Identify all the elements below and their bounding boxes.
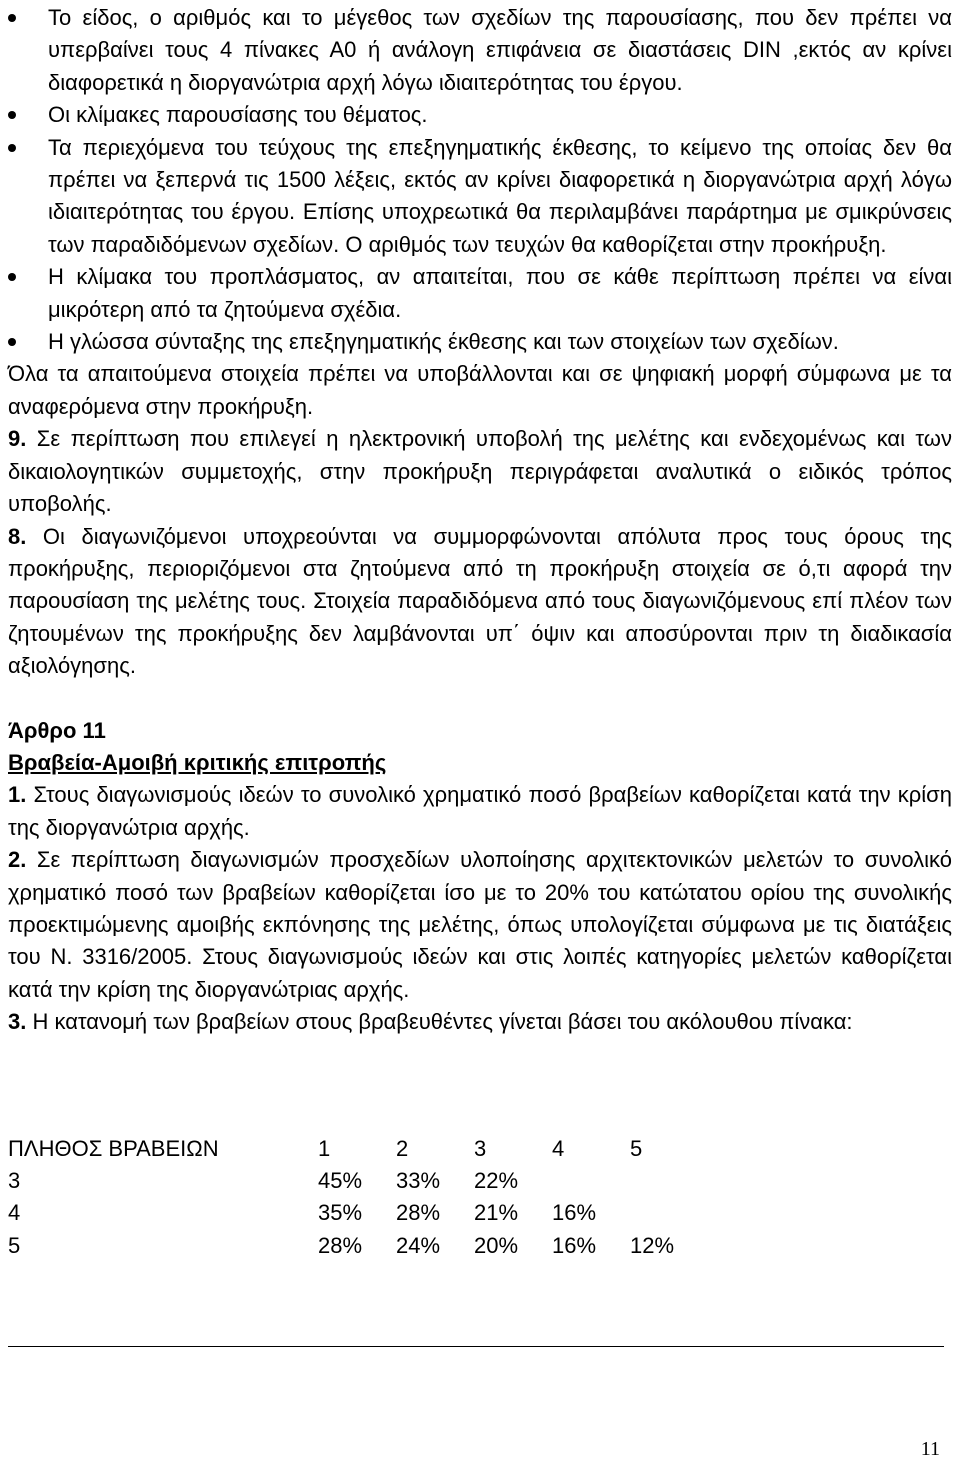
awards-table (8, 1133, 708, 1263)
spacer (8, 1071, 952, 1103)
table-cell: 28% (396, 1200, 441, 1226)
table-cell: 35% (318, 1200, 363, 1226)
item-text: Σε περίπτωση διαγωνισμών προσχεδίων υλοποίησης αρχιτεκτονικών μελετών το συνολικό χρηματικό ποσό των βραβείων καθορίζεται ίσο με το 20% του κατώτατου ορίου της συνολικής προεκτιμώμενης αμοιβής εκπόνησης της μελέτης, όπως υπολογίζεται σύμφωνα με τις διατάξεις του Ν. 3316/2005. Στους διαγωνισμούς ιδεών και στις λοιπές κατηγορίες μελετών καθορίζεται κατά την κρίση της διοργανώτριας αρχής. (8, 847, 952, 1002)
article-subtitle: Βραβεία-Αμοιβή κριτικής επιτροπής (8, 749, 387, 775)
item-text: Οι διαγωνιζόμενοι υποχρεούνται να συμμορφώνονται απόλυτα προς τους όρους της προκήρυξης, περιοριζόμενοι στα ζητούμενα από τη προκήρυξη στοιχεία σε ό,τι αφορά την παρουσίαση της μελέτης τους. Στοιχεία παραδιδόμενα από τους διαγωνιζόμενους επί πλέον των ζητουμένων της προκήρυξης δεν λαμβάνονται υπ΄ όψιν και αποσύρονται πριν τη διαδικασία αξιολόγησης. (8, 523, 952, 679)
bullet-icon (8, 273, 16, 281)
table-cell (630, 1197, 708, 1229)
article-item-2 (8, 844, 952, 1006)
table-header-cell: ΠΛΗΘΟΣ ΒΡΑΒΕΙΩΝ (8, 1135, 219, 1161)
table-header-cell: 2 (396, 1135, 409, 1161)
table-cell: 21% (474, 1200, 519, 1226)
requirements-list (8, 2, 952, 358)
list-item (8, 261, 952, 326)
table-header-cell: 1 (318, 1135, 331, 1161)
table-cell: 5 (8, 1232, 21, 1258)
table-cell: 4 (8, 1200, 21, 1226)
horizontal-rule (8, 1346, 944, 1347)
list-item-text: Η γλώσσα σύνταξης της επεξηγηματικής έκθεσης και των στοιχείων των σχεδίων. (48, 329, 839, 355)
page-content (8, 2, 952, 1262)
item-text: Η κατανομή των βραβείων στους βραβευθέντες γίνεται βάσει του ακόλουθου πίνακα: (26, 1009, 853, 1035)
article-item-1 (8, 779, 952, 844)
list-item (8, 99, 952, 131)
spacer (8, 683, 952, 715)
item-number: 3. (8, 1009, 27, 1035)
spacer (8, 1103, 952, 1133)
table-cell (630, 1165, 708, 1197)
list-item-text: Το είδος, ο αριθμός και το μέγεθος των σχεδίων της παρουσίασης, που δεν πρέπει να υπερβαίνει τους 4 πίνακες Α0 ή ανάλογη επιφάνεια σε διαστάσεις DIN ,εκτός αν κρίνει διαφορετικά η διοργανώτρια αρχή λόγω ιδιαιτερότητας του έργου. (48, 5, 952, 95)
table-cell: 3 (8, 1168, 21, 1193)
table-cell: 16% (552, 1200, 597, 1226)
table-cell: 33% (396, 1168, 441, 1193)
table-cell: 24% (396, 1232, 441, 1258)
table-header-row (8, 1133, 708, 1165)
list-item-text: Τα περιεχόμενα του τεύχους της επεξηγηματικής έκθεσης, το κείμενο της οποίας δεν θα πρέπει να ξεπερνά τις 1500 λέξεις, εκτός αν κρίνει διαφορετικά η διοργανώτρια αρχή λόγω ιδιαιτερότητας του έργου. Επίσης υποχρεωτικά θα περιλαμβάνει παράρτημα με σμικρύνσεις των παραδιδόμενων σχεδίων. Ο αριθμός των τευχών θα καθορίζεται στην προκήρυξη. (48, 134, 952, 257)
table-header-cell: 4 (552, 1135, 565, 1161)
digital-submission-paragraph: Όλα τα απαιτούμενα στοιχεία πρέπει να υποβάλλονται και σε ψηφιακή μορφή σύμφωνα με τα αναφερόμενα στην προκήρυξη. (8, 361, 952, 419)
table-row (8, 1230, 708, 1262)
list-item-text: Η κλίμακα του προπλάσματος, αν απαιτείται, που σε κάθε περίπτωση πρέπει να είναι μικρότερη από τα ζητούμενα σχέδια. (48, 264, 952, 322)
bullet-icon (8, 14, 16, 22)
page-number: 11 (920, 1438, 940, 1460)
table-cell: 22% (474, 1168, 519, 1193)
table-cell: 20% (474, 1232, 519, 1258)
item-text: Στους διαγωνισμούς ιδεών το συνολικό χρηματικό ποσό βραβείων καθορίζεται κατά την κρίση της διοργανώτρια αρχής. (8, 782, 952, 840)
item-number: 1. (8, 782, 27, 808)
bullet-icon (8, 144, 16, 152)
table-cell: 12% (630, 1232, 675, 1258)
bullet-icon (8, 338, 16, 346)
table-header-cell: 3 (474, 1135, 487, 1161)
article-item-3 (8, 1006, 952, 1038)
table-header-cell: 5 (630, 1135, 643, 1161)
item-number: 9. (8, 426, 27, 452)
table-cell: 16% (552, 1232, 597, 1258)
article-subtitle-line (8, 747, 952, 779)
bullet-icon (8, 111, 16, 119)
article-title: Άρθρο 11 (8, 717, 106, 743)
item-9-paragraph (8, 423, 952, 520)
list-item (8, 2, 952, 99)
list-item-text: Οι κλίμακες παρουσίασης του θέματος. (48, 102, 428, 128)
table-cell (552, 1165, 630, 1197)
table-row (8, 1165, 708, 1197)
list-item (8, 132, 952, 262)
spacer (8, 1039, 952, 1071)
item-text: Σε περίπτωση που επιλεγεί η ηλεκτρονική υποβολή της μελέτης και ενδεχομένως και των δικαιολογητικών συμμετοχής, στην προκήρυξη περιγράφεται αναλυτικά ο ειδικός τρόπος υποβολής. (8, 426, 952, 517)
item-8-paragraph (8, 521, 952, 683)
table-cell: 45% (318, 1168, 363, 1193)
table-row (8, 1197, 708, 1229)
item-number: 8. (8, 523, 27, 549)
list-item (8, 326, 952, 358)
item-number: 2. (8, 847, 27, 873)
table-cell: 28% (318, 1232, 363, 1258)
